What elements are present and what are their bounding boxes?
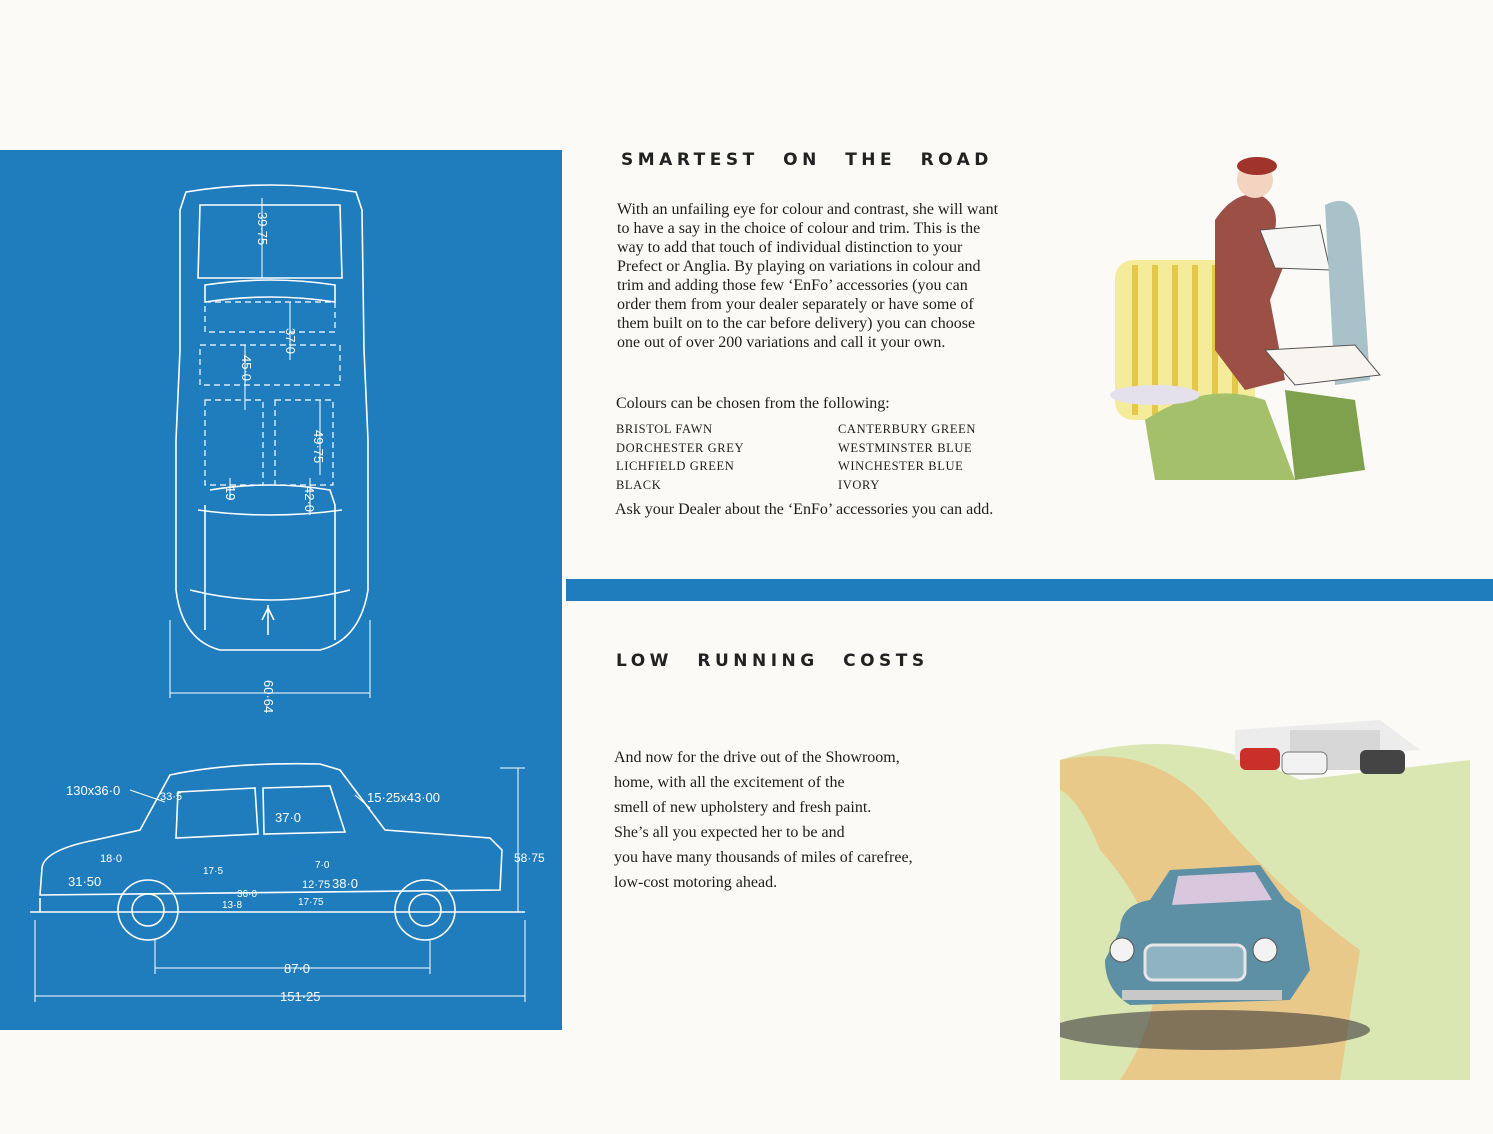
running-line: And now for the drive out of the Showroom,: [614, 749, 900, 766]
side-dim-4: 37·0: [275, 810, 302, 825]
colour-item: IVORY: [838, 477, 880, 492]
colours-list: [616, 420, 1006, 494]
side-dim-3: 15·25x43·00: [367, 790, 440, 805]
colour-item: BRISTOL FAWN: [616, 422, 713, 436]
plan-dim-5: 19: [223, 486, 238, 501]
plan-dim-3: 45·0: [239, 355, 254, 382]
side-dim-7: 17·5: [203, 866, 224, 877]
side-dim-5: 18·0: [100, 853, 123, 865]
side-dim-13: 17·75: [298, 897, 324, 908]
side-dim-1: 130x36·0: [66, 783, 121, 798]
side-dim-14: 58·75: [514, 851, 545, 865]
ask-dealer-text: Ask your Dealer about the ‘EnFo’ accessories you can add.: [615, 501, 994, 518]
woman-reading-illustration: [1095, 150, 1425, 500]
side-dim-11: 7·0: [315, 860, 330, 871]
blueprint-panel: [0, 150, 562, 1030]
colour-item: WINCHESTER BLUE: [838, 459, 964, 473]
running-line: She’s all you expected her to be and: [614, 824, 845, 841]
section-heading-running-costs: LOW RUNNING COSTS: [616, 651, 929, 671]
plan-dim-6: 42·0: [302, 486, 317, 513]
side-dim-12: 38·0: [332, 876, 359, 891]
section2-body: [614, 745, 1014, 895]
section-heading-smartest: SMARTEST ON THE ROAD: [621, 150, 993, 170]
colour-item: LICHFIELD GREEN: [616, 459, 735, 473]
colour-item: BLACK: [616, 477, 662, 492]
plan-dim-2: 37·0: [283, 328, 298, 355]
side-dim-9: 13·8: [222, 900, 243, 911]
running-line: you have many thousands of miles of carefree,: [614, 849, 913, 866]
colour-item: WESTMINSTER BLUE: [838, 440, 973, 455]
running-line: smell of new upholstery and fresh paint.: [614, 799, 872, 816]
side-dim-6: 31·50: [68, 874, 102, 889]
running-line: home, with all the excitement of the: [614, 774, 845, 791]
plan-dim-4: 49·75: [311, 430, 326, 464]
running-line: low-cost motoring ahead.: [614, 874, 778, 891]
side-dim-10: 12·75: [302, 879, 331, 891]
section1-body: With an unfailing eye for colour and contrast, she will want to have a say in the choice of colour and trim. This is the way to add that touch of individual distinction to your Prefect or Anglia. By playing on variations in colour and trim and adding those few ‘EnFo’ accessories (you can order them from your dealer separately or have some of them built on to the car before delivery) you can choose one out of over 200 variations and call it your own.: [617, 201, 999, 351]
side-dim-2: 33·5: [160, 791, 183, 803]
colour-item: DORCHESTER GREY: [616, 440, 745, 455]
car-road-illustration: [1060, 700, 1480, 1080]
colours-intro: Colours can be chosen from the following:: [616, 395, 890, 412]
plan-dim-1: 39·75: [255, 212, 270, 246]
side-dim-15: 87·0: [284, 961, 311, 976]
divider-band: [566, 579, 1493, 601]
side-dim-16: 151·25: [280, 989, 321, 1004]
car-plan-icon: [0, 150, 562, 1030]
colour-item: CANTERBURY GREEN: [838, 422, 976, 436]
plan-dim-7: 60·64: [261, 680, 276, 714]
side-dim-8: 36·0: [237, 889, 258, 900]
